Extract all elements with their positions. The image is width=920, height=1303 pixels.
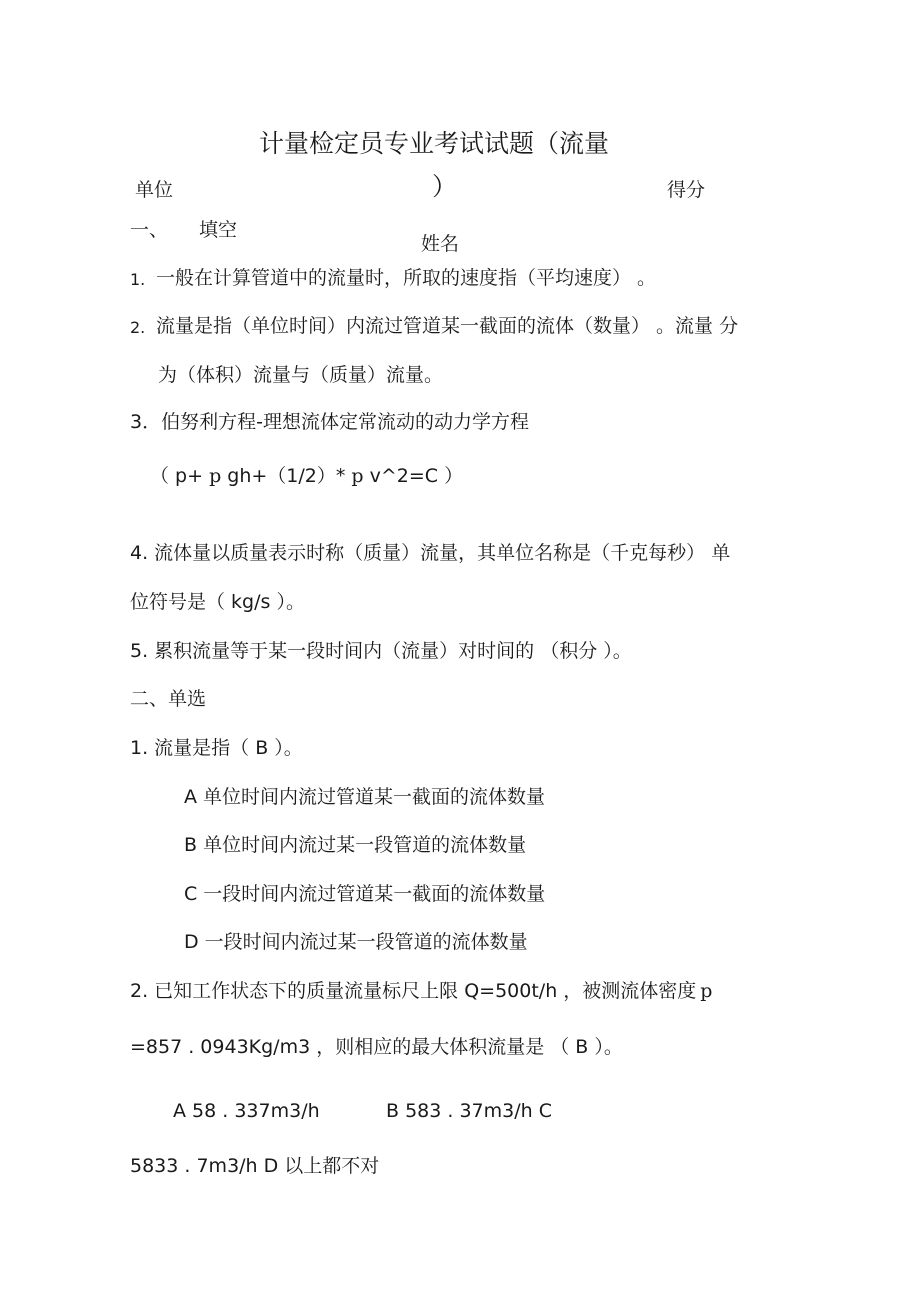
formula-part-3: v^2=C ） (363, 465, 464, 487)
score-label: 得分 (667, 179, 706, 201)
section1-heading-text: 填空 (199, 219, 238, 241)
mc-option-a: A 单位时间内流过管道某一截面的流体数量 (184, 786, 546, 808)
question-4-line-2: 位符号是（ kg/s ）。 (130, 591, 305, 613)
exam-title-close-paren: ） (432, 172, 458, 201)
section2-heading: 二、单选 (130, 688, 207, 710)
exam-title: 计量检定员专业考试试题（流量 (259, 129, 610, 158)
question-3-line-1: 3．伯努利方程-理想流体定常流动的动力学方程 (130, 411, 529, 433)
mc-question-2-text: 2. 已知工作状态下的质量流量标尺上限 Q=500t/h ，被测流体密度 (130, 980, 697, 1002)
mc-question-2-line-1 (130, 982, 712, 1001)
question-1-text: 一般在计算管道中的流量时，所取的速度指（平均速度） 。 (156, 267, 657, 289)
question-1-number: 1. (130, 270, 146, 289)
rho-symbol: p (700, 980, 713, 1002)
mc-option-b: B 单位时间内流过某一段管道的流体数量 (184, 834, 527, 856)
unit-label: 单位 (135, 179, 174, 201)
rho-symbol: p (351, 465, 364, 487)
name-label: 姓名 (421, 233, 460, 255)
mc-question-1: 1. 流量是指（ B ）。 (130, 737, 303, 759)
question-2-line-2: 为（体积）流量与（质量）流量。 (158, 364, 444, 386)
mc-option-c: C 一段时间内流过管道某一截面的流体数量 (184, 883, 546, 905)
question-2-line-1: 流量是指（单位时间）内流过管道某一截面的流体（数量） 。流量 分 (156, 315, 739, 337)
question-5-text: 5. 累积流量等于某一段时间内（流量）对时间的 （积分 ）。 (130, 640, 632, 662)
mc-question-2-option-bc: B 583 . 37m3/h C (386, 1100, 552, 1122)
question-4-line-1: 4. 流体量以质量表示时称（质量）流量，其单位名称是（千克每秒） 单 (130, 542, 731, 564)
question-2-number: 2. (130, 318, 146, 337)
formula-part-1: （ p+ (150, 465, 210, 487)
mc-question-2-option-a: A 58 . 337m3/h (173, 1100, 320, 1122)
mc-question-2-option-cd: 5833 . 7m3/h D 以上都不对 (130, 1155, 380, 1177)
mc-question-2-line-2: =857 . 0943Kg/m3 ，则相应的最大体积流量是 （ B ）。 (130, 1036, 623, 1058)
formula-part-2: gh+（1/2）* (221, 465, 352, 487)
rho-symbol: p (209, 465, 222, 487)
bernoulli-formula (150, 467, 463, 486)
mc-option-d: D 一段时间内流过某一段管道的流体数量 (184, 931, 528, 953)
section1-heading-num: 一、 (130, 219, 169, 241)
